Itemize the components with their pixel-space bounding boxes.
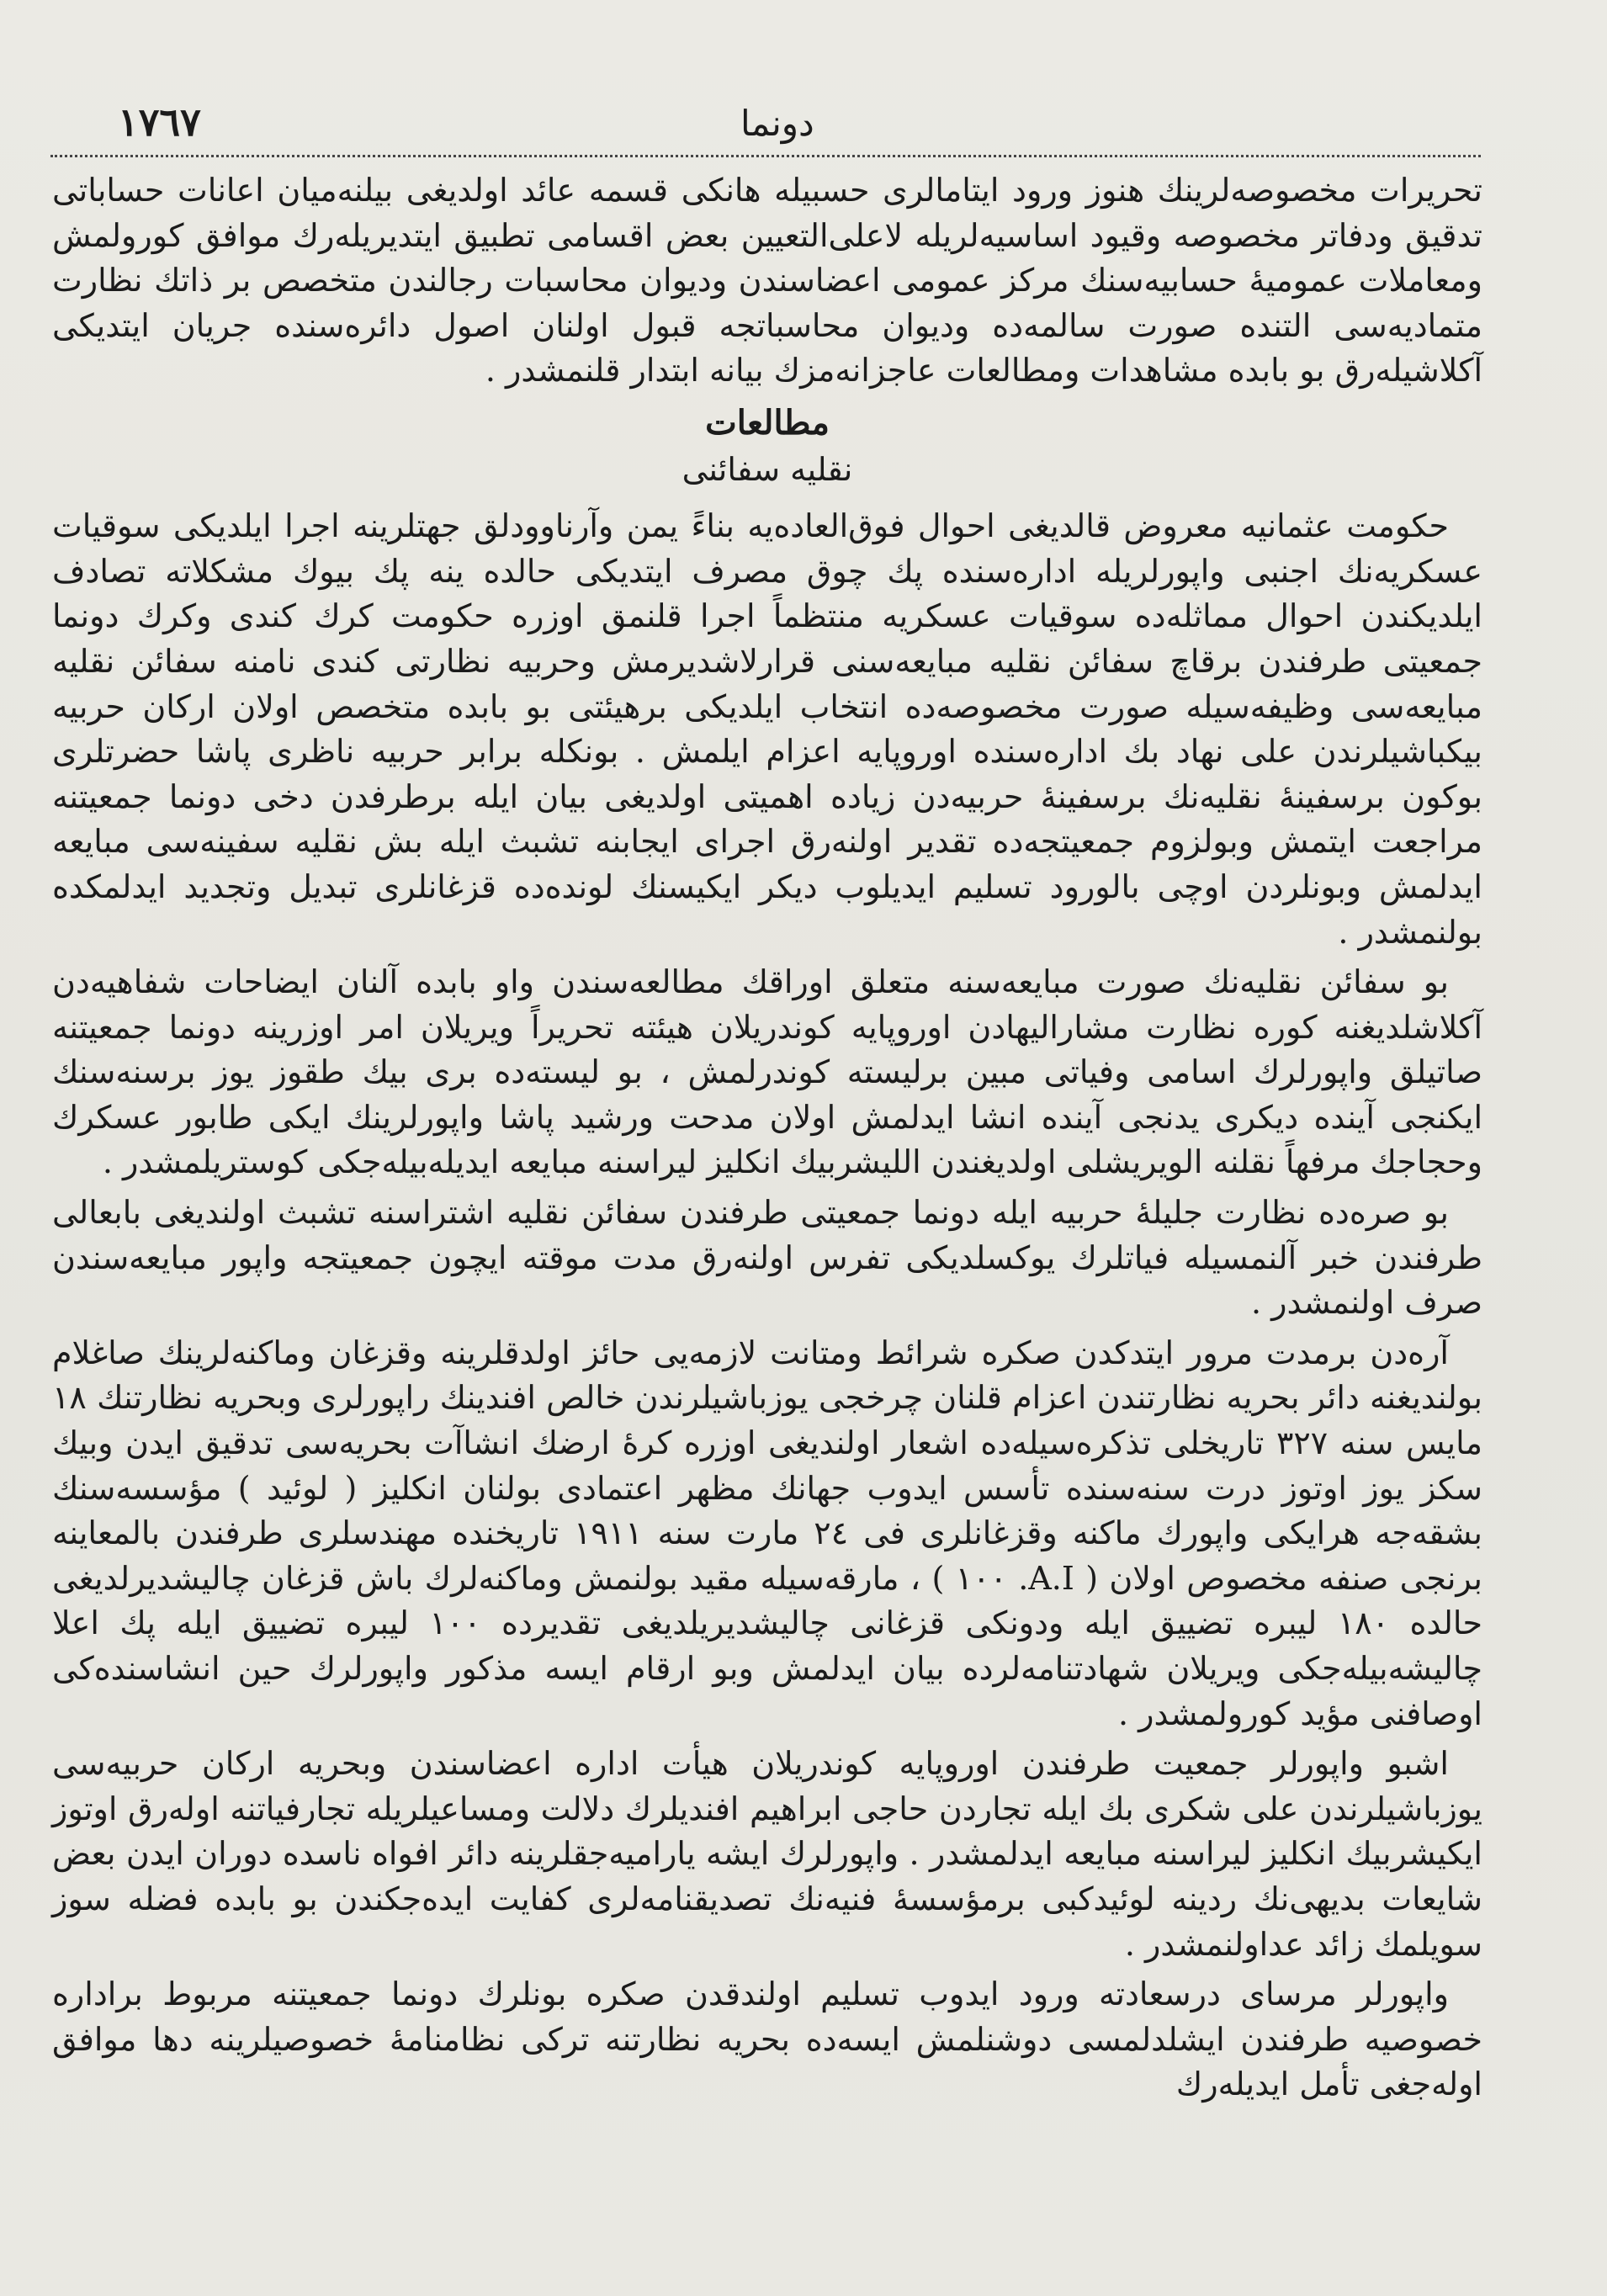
paragraph-6: واپورلر مرسای درسعادته ورود ایدوب تسلیم اولندقدن صکره بونلرك دونما جمعیتنه مربوط براداره خصوصیه طرفندن ایشلدلمسی دوشنلمش ایسه‌ده بحریه نظارتنه ترکی نظامنامهٔ خصوصیلرینه دها موافق اوله‌جغی تأمل ایدیله‌رك (52, 1975, 1482, 2103)
article-body (52, 168, 1482, 2272)
paragraph-5: اشبو واپورلر جمعیت طرفندن اوروپایه کوندریلان هیأت اداره اعضاسندن وبحریه ارکان حربیه‌سی یوزباشیلرندن علی شکری بك ایله تجاردن حاجی ابراهیم افندیلرك دلالت ومساعیلریله تجارفیاتنه اوله‌رق اوتوز ایکیشربیك انکلیز لیراسنه مبایعه ایدلمشدر . واپورلرك ایشه یارامیه‌جقلرینه دائر افواه ناسده دوران ایدن بعض شایعات بدیهی‌نك ردینه لوئیدکبی برمؤسسهٔ فنیه‌نك تصدیقنامه‌لری کفایت ایده‌جکندن بو بابده فضله سوز سویلمك زائد عداولنمشدر . (52, 1745, 1482, 1963)
paragraph-3: بو صره‌ده نظارت جلیلهٔ حربیه ایله دونما جمعیتی طرفندن سفائن نقلیه اشتراسنه تشبث اولندیغی بابعالی طرفندن خبر آلنمسیله فیاتلرك یوکسلدیکی تفرس اولنه‌رق مدت موقته ایچون جمعیتجه واپور مبایعه‌سندن صرف اولنمشدر . (52, 1194, 1482, 1322)
intro-paragraph: تحریرات مخصوصه‌لرینك هنوز ورود ایتامالری حسبیله هانکی قسمه عائد اولدیغی بیلنه‌میان اعانات حساباتی تدقیق ودفاتر مخصوصه وقیود اساسیه‌لریله لاعلی‌التعیین بعض اقسامی تطبیق ایتدیریله‌رك موافق کورولمش ومعاملات عمومیهٔ حسابیه‌سنك مرکز عمومی اعضاسندن ودیوان محاسبات رجالندن متخصص بر ذاتك نظارت متمادیه‌سی التنده صورت سالمه‌ده ودیوان محاسباتجه قبول اولنان اصول دائره‌سنده جریان ایتدیکی آکلاشیله‌رق بو بابده مشاهدات ومطالعات عاجزانه‌مزك بیانه ابتدار قلنمشدر . (52, 172, 1482, 390)
header-divider (50, 155, 1481, 157)
running-title: دونما (740, 103, 814, 144)
paragraph-1: حکومت عثمانیه معروض قالدیغی احوال فوق‌العاده‌یه بناءً یمن وآرناوودلق جهتلرینه اجرا ایلدیکی سوقیات عسکریه‌نك اجنبی واپورلریله اداره‌سنده پك چوق مصرف ایتدیکی حالده ینه پك بیوك مشکلاته تصادف ایلدیکندن احوال مماثله‌ده سوقیات عسکریه منتظماً اجرا قلنمق اوزره حکومت کرك کندی وکرك دونما جمعیتی طرفندن برقاچ سفائن نقلیه مبایعه‌سنی قرارلاشدیرمش وحربیه نظارتی کندی نامنه سفائن نقلیه مبایعه‌سی وظیفه‌سیله صورت مخصوصه‌ده انتخاب ایلدیکی برهیئتی بو بابده متخصص اولان ارکان حربیه بیکباشیلرندن علی نهاد بك اداره‌سنده اوروپایه اعزام ایلمش . بونکله برابر حربیه ناظری پاشا حضرتلری بوکون برسفینهٔ نقلیه‌نك برسفینهٔ حربیه‌دن زیاده اهمیتی اولدیغی بیان ایله برطرفدن دخی دونما جمعیتنه مراجعت ایتمش وبولزوم جمعیتجه‌ده تقدیر اولنه‌رق اجرای ایجابنه تشبث ایله بش نقلیه سفینه‌سی مبایعه ایدلمش وبونلردن اوچی بالورود تسلیم ایدیلوب دیکر ایکیسنك لونده‌ده قزغانلری تبدیل وتجدید ایدلمکده بولنمشدر . (52, 507, 1482, 951)
page-number: ١٧٦٧ (118, 99, 201, 145)
page-header (50, 99, 1481, 150)
paragraph-4: آره‌دن برمدت مرور ایتدکدن صکره شرائط ومتانت لازمه‌یی حائز اولدقلرینه وقزغان وماکنه‌لرینك صاغلام بولندیغنه دائر بحریه نظارتندن اعزام قلنان چرخجی یوزباشیلرندن خالص افندینك راپورلری وبحریه نظارتنك ١٨ مایس سنه ٣٢٧ تاریخلی تذکره‌سیله‌ده اشعار اولندیغی اوزره کرهٔ ارضك انشاآت بحریه‌سی تدقیق ایدن وبیك سکز یوز اوتوز درت سنه‌سنده تأسس ایدوب جهانك مظهر اعتمادی بولنان انکلیز ( لوئید ) مؤسسه‌سنك بشقه‌جه هرایکی واپورك ماکنه وقزغانلری فی ٢٤ مارت سنه ١٩١١ تاریخنده مهندسلری طرفندن بالمعاینه برنجی صنفه مخصوص اولان ( A.I. ١٠٠ ) ، مارقه‌سیله مقید بولنمش وماکنه‌لرك باش قزغان چالیشدیرلدیغی حالده ١٨٠ لیبره تضییق ایله ودونکی قزغانی چالیشدیریلدیغی تقدیرده ١٠٠ لیبره تضییق ایله پك اعلا چالیشه‌بیله‌جکی ویریلان شهادتنامه‌لرده بیان ایدلمش وبو ارقام ایسه مذکور واپورلرك حین انشاسنده‌کی اوصافنی مؤید کورولمشدر . (52, 1334, 1482, 1732)
paragraph-2: بو سفائن نقلیه‌نك صورت مبایعه‌سنه متعلق اوراقك مطالعه‌سندن واو بابده آلنان ایضاحات شفاهیه‌دن آکلاشلدیغنه کوره نظارت مشارالیهادن اوروپایه کوندریلان هیئته تحریراً ویریلان امر اوزرینه دونما جمعیتنه صاتیلق واپورلرك اسامی وفیاتی مبین برلیسته کوندرلمش ، بو لیسته‌ده بری بیك طقوز یوز برسنه‌سنك ایکنجی آینده دیکری یدنجی آینده انشا ایدلمش اولان مدحت ورشید پاشا واپورلرینك ایکی طابور عسکرك وحجاجك مرفهاً نقلنه الویریشلی اولدیغندن اللیشربیك انکلیز لیراسنه مبایعه ایدیله‌بیله‌جکی کوستریلمشدر . (52, 963, 1482, 1181)
section-subheading: نقلیه سفائنی (682, 450, 853, 488)
section-heading: مطالعات (705, 402, 830, 443)
